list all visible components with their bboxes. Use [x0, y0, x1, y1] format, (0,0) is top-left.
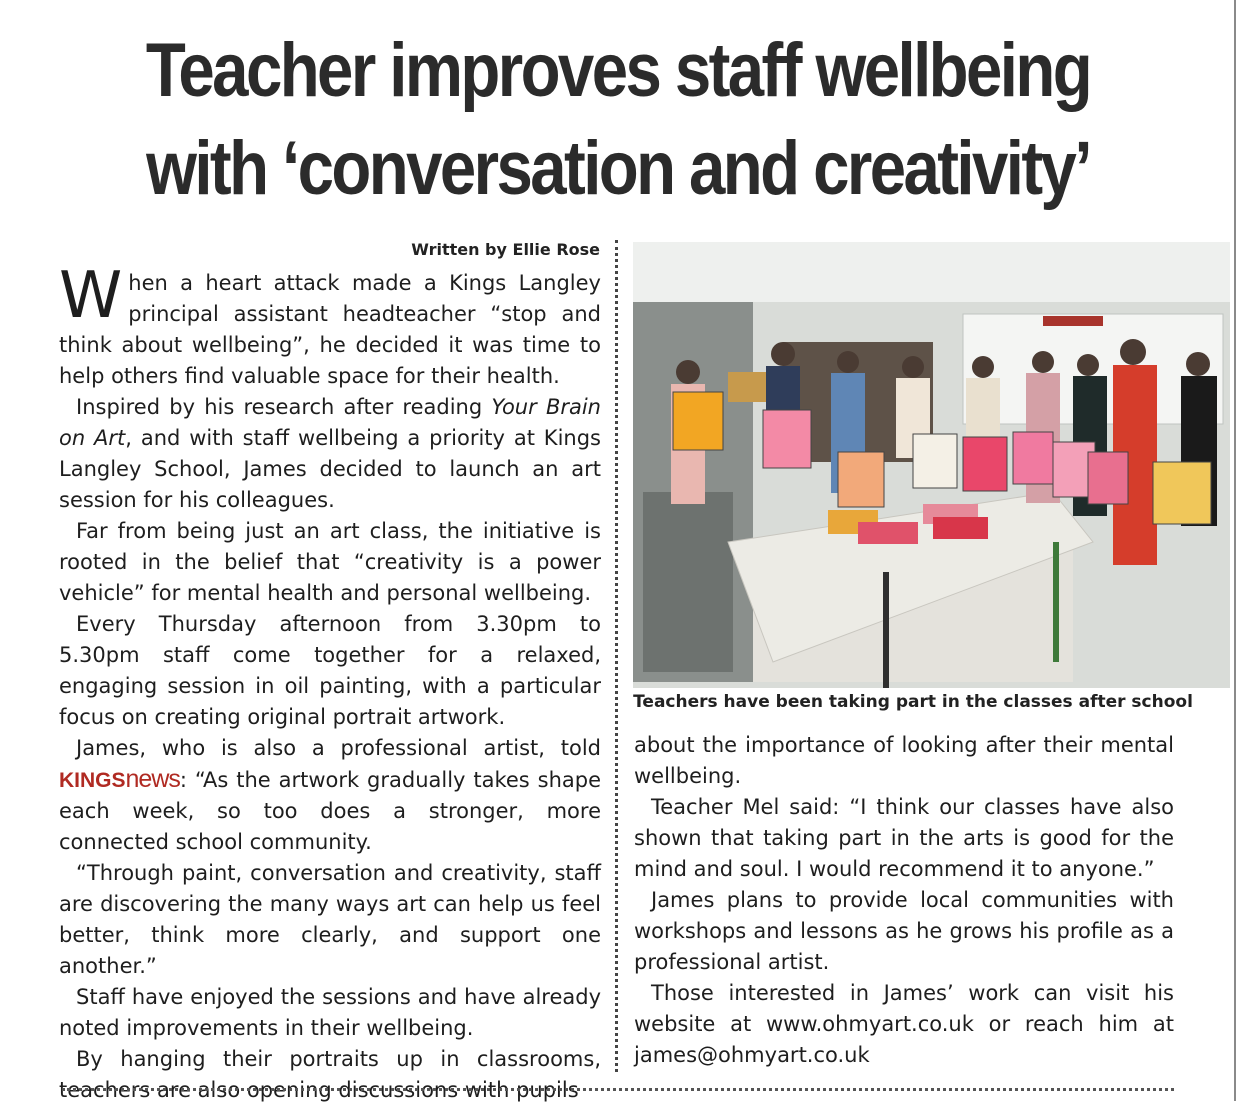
paragraph-11: Those interested in James’ work can visit his website at www.ohmyart.co.uk or reach him at james@ohmyart.co.uk	[634, 981, 1174, 1067]
kingsnews-logo-kings: KINGS	[59, 769, 126, 792]
headline-line-1: Teacher improves staff wellbeing	[145, 28, 1091, 113]
paragraph-10: James plans to provide local communities with workshops and lessons as he grows his profile as a professional artist.	[634, 888, 1174, 974]
headline	[121, 22, 1115, 218]
paragraph-7: Staff have enjoyed the sessions and have already noted improvements in their wellbeing.	[59, 985, 601, 1040]
byline: Written by Ellie Rose	[411, 240, 600, 259]
paragraph-1: When a heart attack made a Kings Langley principal assistant headteacher “stop and think about wellbeing”, he decided it was time to help others find valuable space for their health.	[59, 259, 601, 388]
kingsnews-logo-news: news	[125, 765, 180, 793]
paragraph-8: By hanging their portraits up in classrooms, teachers are also opening discussions with pupils	[59, 1047, 601, 1102]
book-title: Your Brain on Art	[59, 395, 601, 450]
paragraph-5: James, who is also a professional artist, told KINGSnews: “As the artwork gradually takes shape each week, so too does a stronger, more connected school community.	[59, 736, 601, 854]
column-divider	[615, 240, 618, 1072]
drop-cap: W	[59, 259, 123, 333]
article-photo	[633, 242, 1230, 688]
paragraph-3: Far from being just an art class, the initiative is rooted in the belief that “creativity is a power vehicle” for mental health and personal wellbeing.	[59, 519, 601, 605]
photo-caption: Teachers have been taking part in the classes after school	[633, 692, 1193, 712]
paragraph-6: “Through paint, conversation and creativity, staff are discovering the many ways art can help us feel better, think more clearly, and support one another.”	[59, 861, 601, 978]
paragraph-2: Inspired by his research after reading Your Brain on Art, and with staff wellbeing a priority at Kings Langley School, James decided to launch an art session for his colleagues.	[59, 395, 601, 512]
paragraph-4: Every Thursday afternoon from 3.30pm to 5.30pm staff come together for a relaxed, engaging session in oil painting, with a particular focus on creating original portrait artwork.	[59, 612, 601, 729]
paragraph-9: Teacher Mel said: “I think our classes have also shown that taking part in the arts is good for the mind and soul. I would recommend it to anyone.”	[634, 795, 1174, 881]
article-column-right	[634, 730, 1174, 1071]
bottom-divider	[62, 1088, 1174, 1091]
paragraph-8-continued: about the importance of looking after their mental wellbeing.	[634, 733, 1174, 788]
headline-line-2: with ‘conversation and creativity’	[146, 126, 1090, 211]
article-column-left	[59, 259, 601, 1106]
classroom-photo-illustration	[633, 242, 1230, 688]
